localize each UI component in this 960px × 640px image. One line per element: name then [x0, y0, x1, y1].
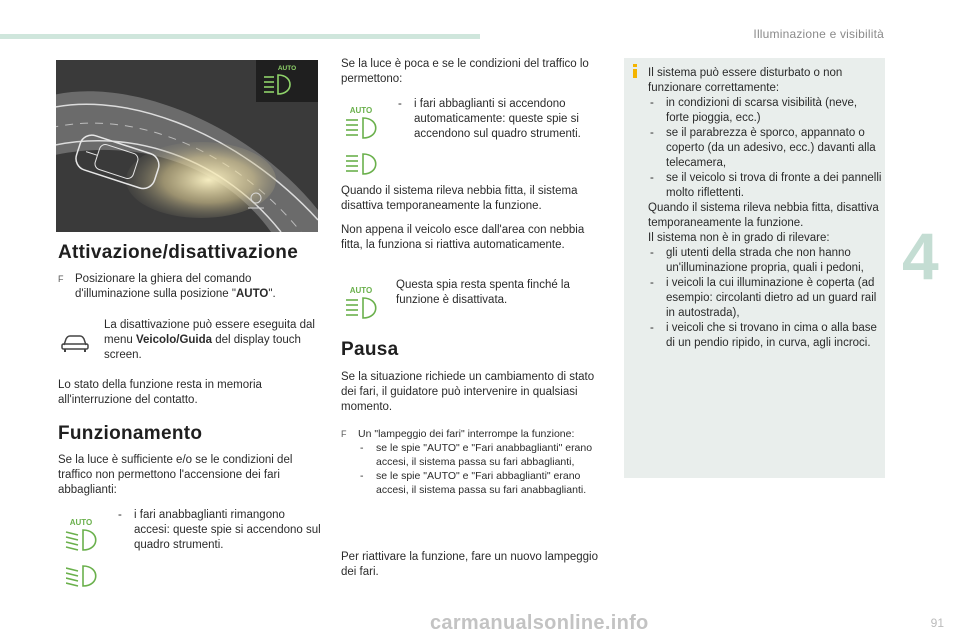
road-night-illustration — [56, 60, 318, 232]
chapter-number: 4 — [902, 219, 939, 293]
flash-bullet: Un "lampeggio dei fari" interrompe la funzione: — [358, 428, 575, 440]
activation-bullet-value: AUTO — [235, 288, 269, 300]
checkbox-bullet-icon: F — [58, 274, 64, 284]
car-note — [104, 318, 316, 363]
page-number: 91 — [930, 616, 944, 630]
info-intro: Il sistema può essere disturbato o non funzionare correttamente: — [648, 67, 843, 94]
flash-item: - se le spie "AUTO" e "Fari anabbaglianti" erano accesi, il sistema passa su fari abbaglianti, — [358, 441, 607, 469]
activation-bullet-suffix: ". — [268, 288, 276, 300]
function-text: Se la luce è sufficiente e/o se le condizioni del traffico non permettono l'accensione dei fari abbaglianti: — [58, 454, 293, 496]
lowbeam-icon — [66, 564, 100, 593]
hero-illustration — [56, 60, 318, 232]
checkbox-bullet-icon: F — [341, 429, 347, 439]
auto-lowbeam-icon — [64, 518, 100, 557]
menu-guida: Guida — [179, 334, 213, 346]
car-note-suffix: del display touch screen. — [104, 334, 301, 361]
info-disturb-item: - se il veicolo si trova di fronte a dei pannelli molto riflettenti. — [648, 171, 882, 201]
pause-text: Se la situazione richiede un cambiamento di stato dei fari, il guidatore può intervenire in qualsiasi momento. — [341, 371, 595, 413]
hero-auto-label: AUTO — [277, 65, 297, 72]
auto-label: AUTO — [349, 106, 373, 115]
heading-pause: Pausa — [341, 339, 399, 360]
info-detect-item: - i veicoli la cui illuminazione è coperta (ad esempio: circolanti dietro ad un guard rail in autostrada), — [648, 276, 882, 321]
highbeam-item — [396, 97, 606, 142]
activation-bullet — [58, 272, 320, 302]
lowbeam-text: - i fari anabbaglianti rimangono accesi: queste spie si accendono sul quadro strumenti. — [116, 508, 322, 553]
activation-bullet-text: Posizionare la ghiera del comando d'illuminazione sulla posizione " — [75, 273, 252, 300]
info-detect-item: - gli utenti della strada che non hanno un'illuminazione propria, quali i pedoni, — [648, 246, 882, 276]
menu-separator: / — [176, 334, 180, 346]
car-icon — [60, 332, 90, 357]
highbeam-icon — [346, 152, 380, 181]
header-rule — [0, 34, 480, 39]
info-icon — [632, 64, 638, 78]
flash-item: - se le spie "AUTO" e "Fari abbaglianti" erano accesi, il sistema passa su fari anabbaglianti. — [358, 469, 607, 497]
info-content — [648, 66, 882, 351]
lowbeam-item — [116, 508, 322, 553]
watermark: carmanualsonline.info — [430, 612, 649, 634]
heading-activation: Attivazione/disattivazione — [58, 242, 299, 263]
memory-text: Lo stato della funzione resta in memoria all'interruzione del contatto. — [58, 379, 262, 406]
info-detect-item: - i veicoli che si trovano in cima o alla base di un pendio ripido, in curva, agli incroci. — [648, 321, 882, 351]
highbeam-text: - i fari abbaglianti si accendono automaticamente: queste spie si accendono sul quadro strumenti. — [396, 97, 606, 142]
car-note-text: La disattivazione può essere eseguita dal menu — [104, 319, 315, 346]
page-header-title: Illuminazione e visibilità — [753, 27, 884, 41]
auto-label: AUTO — [69, 518, 93, 527]
auto-highbeam-icon — [344, 106, 380, 145]
info-disturb-item: - in condizioni di scarsa visibilità (neve, forte pioggia, ecc.) — [648, 96, 882, 126]
menu-veicolo: Veicolo — [135, 334, 177, 346]
info-fog-line: Quando il sistema rileva nebbia fitta, disattiva temporaneamente la funzione. — [648, 202, 879, 229]
fog-exit-text: Non appena il veicolo esce dall'area con nebbia fitta, la funziona si riattiva automaticamente. — [341, 224, 585, 251]
lamp-off-text: Questa spia resta spenta finché la funzione è disattivata. — [396, 279, 570, 306]
reactivate-text: Per riattivare la funzione, fare un nuovo lampeggio dei fari. — [341, 551, 598, 578]
info-disturb-item: - se il parabrezza è sporco, appannato o coperto (da un adesivo, ecc.) davanti alla telecamera, — [648, 126, 882, 171]
intro-text: Se la luce è poca e se le condizioni del traffico lo permettono: — [341, 58, 589, 85]
fog-text: Quando il sistema rileva nebbia fitta, il sistema disattiva temporaneamente la funzione. — [341, 185, 578, 212]
auto-label: AUTO — [349, 286, 373, 295]
auto-off-icon — [344, 286, 380, 325]
flash-block — [341, 427, 607, 497]
info-detect-line: Il sistema non è in grado di rilevare: — [648, 232, 830, 244]
heading-function: Funzionamento — [58, 423, 203, 444]
